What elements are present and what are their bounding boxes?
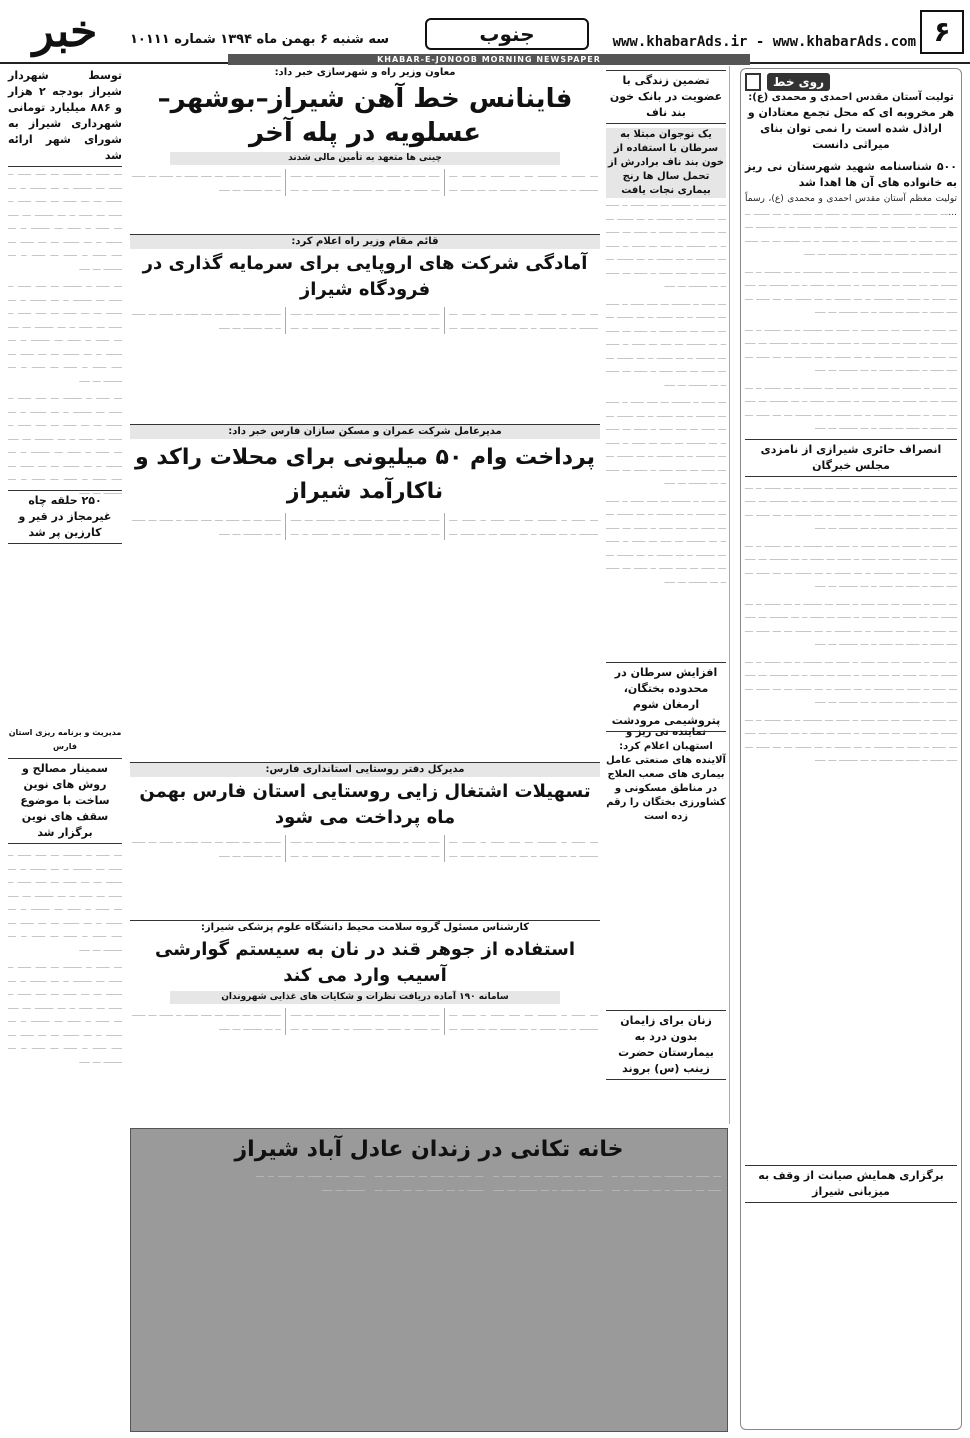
story-sugar — [130, 920, 600, 1125]
birth-headline: زنان برای زایمان بدون درد به بیمارستان حضرت زینب (س) بروند — [606, 1010, 726, 1080]
budget-headline: توسط شهردار شیراز بودجه ۲ هزار و ۸۸۶ میلیارد تومانی شهرداری شیراز به شورای شهر ارائه شد — [8, 68, 122, 167]
sugar-sub: سامانه ۱۹۰ آماده دریافت نظرات و شکایات های غذایی شهروندان — [170, 991, 560, 1004]
page-number: ۶ — [920, 10, 964, 54]
masthead-strip: KHABAR-E-JONOOB MORNING NEWSPAPER — [228, 54, 750, 65]
budget-text-3 — [8, 391, 122, 499]
right-body-text-8 — [745, 655, 957, 709]
right-body-text: تولیت معظم آستان مقدس احمدی و محمدی (ع)، رسماً ... ـــ ـــــ ــ ـــــــ ـــ ــــ ـــــ ــ ـــــ ـــ ـــــــ ــ ـــ ــــــ ــ ـــ ــــــ ـــ ـــ ـــــ ـــ ــــ ـــــ ــ ـــــ ـــ ـــــ ــ ـــ ـــــــ ـــ ــــ ـــ ـــــ ــ ـــــ ـــ ـــــــ ــ ـــ ــــــ ــ ـــ ــــــ ـــ ـــ ـــــ ـــ ــــ ـــــ ــ ـــــ ـــ ـــــ ــ ـــ ـــــــ ـــ ــــ — [745, 193, 957, 261]
airport-body — [130, 305, 600, 334]
sugar-headline: استفاده از جوهر قند در نان به سیستم گوارشی آسیب وارد می کند — [154, 939, 576, 986]
story-railway — [130, 66, 600, 232]
loan-body — [130, 511, 600, 540]
right-headline-3: برگزاری همایش صیانت از وقف به میزبانی شیراز — [745, 1165, 957, 1203]
right-column — [740, 68, 962, 1430]
newspaper-logo: خبر — [32, 6, 98, 57]
mid-narrow-column — [606, 66, 730, 1124]
loan-kicker: مدیرعامل شرکت عمران و مسکن سازان فارس خبر داد: — [130, 425, 600, 439]
tag-label: روی خط — [767, 73, 830, 91]
budget-text-2 — [8, 279, 122, 387]
cancer-sub: نماینده نی ریز و استهبان اعلام کرد: آلاینده های صنعتی عامل بیماری های صعب العلاج در مناطق مسکونی و کشاورزی بختگان را رقم زده است — [606, 727, 726, 822]
seminar-headline: سمینار مصالح و روش های نوین ساخت با موضوع سقف های نوین برگزار شد — [8, 758, 122, 844]
story-airport — [130, 234, 600, 423]
railway-sub: چینی ها متعهد به تأمین مالی شدند — [170, 152, 560, 165]
story-rural — [130, 762, 600, 919]
bloodbank-headline: تضمین زندگی با عضویت در بانک خون بند ناف — [606, 70, 726, 124]
prison-headline: خانه تکانی در زندان عادل آباد شیراز — [234, 1137, 624, 1162]
sugar-kicker: کارشناس مسئول گروه سلامت محیط دانشگاه علوم پزشکی شیراز: — [200, 922, 530, 933]
issue-date: سه شنبه ۶ بهمن ماه ۱۳۹۴ شماره ۱۰۱۱۱ — [130, 32, 390, 47]
right-body-heading: ۵۰۰ شناسنامه شهید شهرستان نی ریز به خانواده های آن ها اهدا شد — [745, 160, 957, 189]
right-headline: هر مخروبه ای که محل تجمع معتادان و اراذل شده است را نمی توان بنای میراثی دانست — [747, 106, 955, 151]
bloodbank-text-2 — [606, 297, 726, 392]
seminar-box — [8, 726, 122, 1072]
rural-headline: تسهیلات اشتغال زایی روستایی استان فارس بهمن ماه پرداخت می شود — [139, 781, 591, 828]
bloodbank-text — [606, 198, 726, 293]
right-body-text-5 — [745, 481, 957, 535]
bloodbank-text-3 — [606, 395, 726, 490]
right-body-text-4 — [745, 381, 957, 435]
railway-kicker: معاون وزیر راه و شهرسازی خبر داد: — [274, 67, 456, 78]
bloodbank-text-4 — [606, 494, 726, 589]
right-intro: تولیت آستان مقدس احمدی و محمدی (ع): — [748, 92, 954, 103]
prison-body — [131, 1165, 727, 1200]
left-column — [6, 66, 124, 1432]
loan-headline: پرداخت وام ۵۰ میلیونی برای محلات راکد و ناکارآمد شیراز — [135, 445, 595, 504]
document-icon — [745, 73, 761, 91]
column-tag — [745, 73, 957, 91]
right-body-text-7 — [745, 597, 957, 651]
right-headline-2: انصراف حائری شیرازی از نامزدی مجلس خبرگان — [745, 439, 957, 477]
rural-body — [130, 833, 600, 862]
section-title: جنوب — [425, 18, 589, 50]
airport-headline: آمادگی شرکت های اروپایی برای سرمایه گذاری در فرودگاه شیراز — [142, 253, 588, 300]
seminar-text — [8, 848, 122, 956]
airport-kicker: قائم مقام وزیر راه اعلام کرد: — [130, 235, 600, 249]
prison-box — [130, 1128, 728, 1432]
railway-headline: فاینانس خط آهن شیراز–بوشهر–عسلویه در پله آخر — [157, 84, 573, 148]
bloodbank-sub: یک نوجوان مبتلا به سرطان با استفاده از خون بند ناف برادرش از تحمل سال ها رنج بیماری نجات یافت — [606, 128, 726, 198]
wells-headline: ۲۵۰ حلقه چاه غیرمجاز در قیر و کارزین پر شد — [8, 490, 122, 544]
seminar-text-2 — [8, 960, 122, 1068]
budget-text — [8, 167, 122, 275]
story-loan — [130, 424, 600, 761]
railway-body — [130, 167, 600, 196]
website-url[interactable]: www.khabarAds.ir - www.khabarAds.com — [612, 34, 916, 50]
right-body-text-3 — [745, 323, 957, 377]
sugar-body — [130, 1006, 600, 1035]
right-body-text-6 — [745, 539, 957, 593]
rural-kicker: مدیرکل دفتر روستایی استانداری فارس: — [130, 763, 600, 777]
cancer-headline: افزایش سرطان در محدوده بختگان، ارمغان شوم پتروشیمی مرودشت — [606, 662, 726, 732]
right-body-text-2 — [745, 265, 957, 319]
seminar-kicker: مدیریت و برنامه ریزی استان فارس — [8, 728, 122, 751]
right-body-text-9 — [745, 713, 957, 767]
